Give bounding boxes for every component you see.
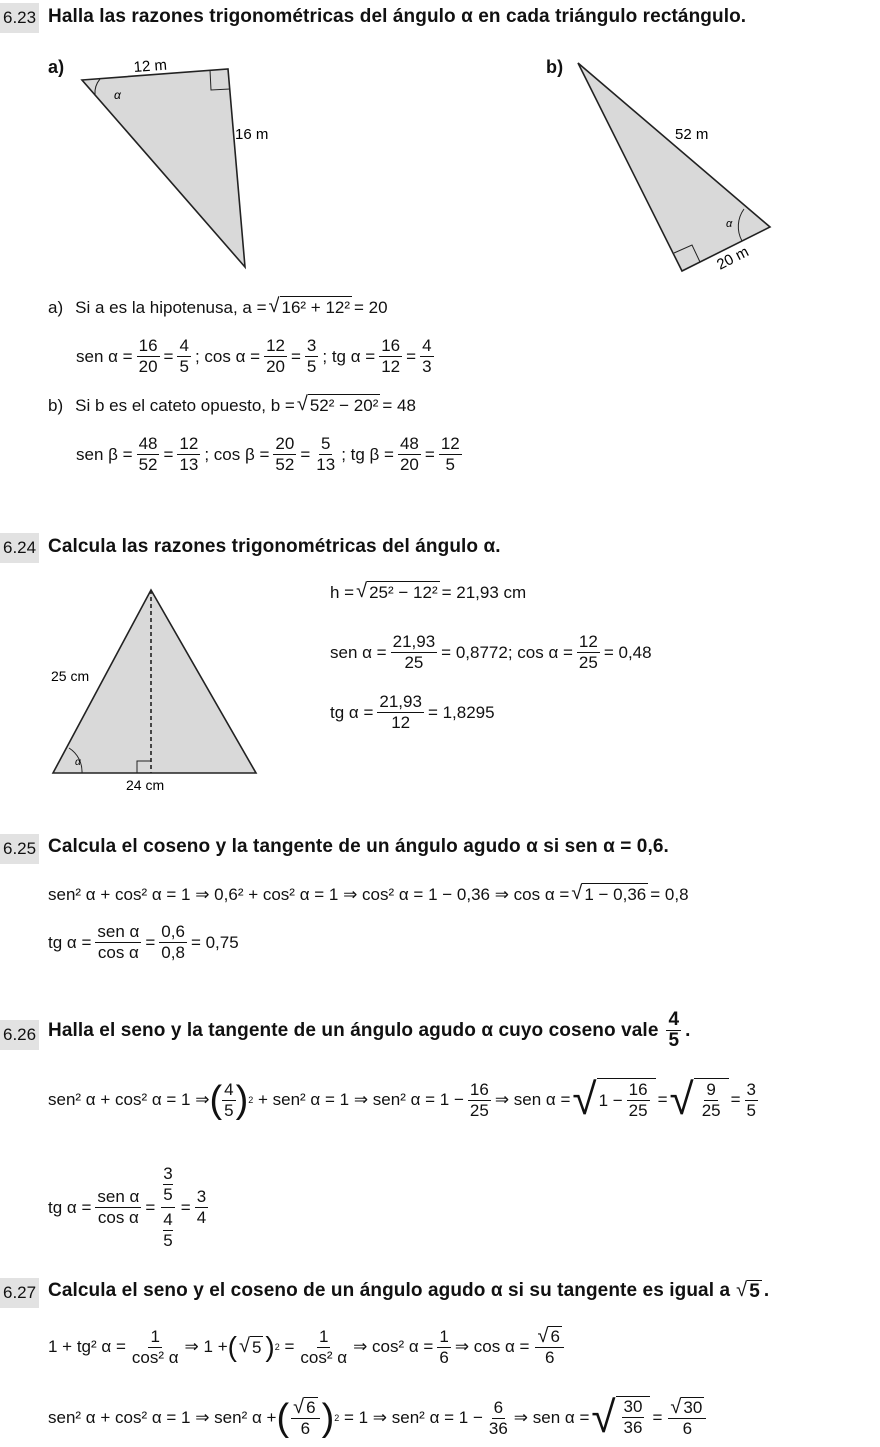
h-prefix: h =: [330, 582, 355, 602]
exercise-number-6-23: 6.23: [0, 3, 39, 33]
hyp-text: Si a es la hipotenusa, a =: [75, 297, 267, 317]
exercise-number-6-24: 6.24: [0, 533, 39, 563]
label-25cm: 25 cm: [51, 668, 90, 684]
exercise-title-6-27: Calcula el seno y el coseno de un ángulo agudo α si su tangente es igual a √ 5 .: [48, 1279, 770, 1302]
solution-6-23-b-leg: [48, 394, 416, 417]
exercise-title-6-26: Halla el seno y la tangente de un ángulo agudo α cuyo coseno vale $\frac{4}{5}$ .: [48, 1009, 691, 1051]
sqrt-icon: √ 1 − 0,36: [571, 882, 647, 904]
ratios-6-23-b: sen β = $\frac{48}{52}$ = $\frac{12}{13}$ ; cos β = $\frac{20}{52}$ = $\frac{5}{13}$ ; tg β = $\frac{48}{20}$ = $\frac{12}{5}$: [76, 434, 460, 474]
isosceles-triangle-figure: [40, 580, 280, 800]
sqrt-icon: √ $\frac{9}{25}$: [670, 1078, 729, 1122]
tg-6-24: tg α = $\frac{21,93}{12}$ = 1,8295: [330, 692, 495, 732]
label-16m: 16 m: [235, 126, 269, 143]
label-12m: 12 m: [133, 56, 168, 76]
ratios-6-23-a: sen α = $\frac{16}{20}$ = $\frac{4}{5}$ ; cos α = $\frac{12}{20}$ = $\frac{3}{5}$ ; tg α = $\frac{16}{12}$ = $\frac{4}{3}$: [76, 336, 432, 376]
label-alpha-b: α: [726, 218, 733, 230]
sqrt-icon: √ 5: [736, 1279, 760, 1302]
triangle-figure-a: [70, 55, 290, 275]
line2-6-25: tg α = $\frac{\text{sen α}}{\text{cos α}}$ = $\frac{0,6}{0,8}$ = 0,75: [48, 922, 239, 962]
tg-result: = 1,8295: [427, 702, 495, 722]
exercise-title-6-23: Halla las razones trigonométricas del ángulo α en cada triángulo rectángulo.: [48, 6, 747, 27]
sqrt-icon: √ 16² + 12²: [268, 295, 351, 317]
figure-label-a: a): [48, 57, 65, 77]
leg-text: Si b es el cateto opuesto, b =: [75, 395, 295, 415]
leg-result: = 48: [382, 395, 416, 415]
line1-6-25: sen² α + cos² α = 1 ⇒ 0,6² + cos² α = 1 ⇒ cos² α = 1 − 0,36 ⇒ cos α = √ 1 − 0,36 = 0,8: [48, 882, 689, 904]
triangle-figure-b: [570, 55, 790, 285]
line1-6-27: 1 + tg² α = $\frac{1}{\text{cos² α}}$ ⇒ 1 + ( √ 5 ) 2 = $\frac{1}{\text{cos² α}}$ ⇒ cos² α = $\frac{1}{6}$ ⇒ cos α = √ 6 6: [48, 1326, 570, 1368]
exercise-number-6-27: 6.27: [0, 1278, 39, 1308]
exercise-number-6-25: 6.25: [0, 834, 39, 864]
label-52m: 52 m: [675, 126, 709, 143]
line1-6-26: sen² α + cos² α = 1 ⇒ ( $\frac{4}{5}$ ) 2 + sen² α = 1 ⇒ sen² α = 1 − $\frac{16}{25}$ ⇒ sen α = √ 1 − $\frac{16}{25}$ = √ $\frac{9}{25}$ = $\frac{3}{5}$: [48, 1075, 757, 1124]
sqrt-icon: √ 52² − 20²: [296, 393, 379, 415]
label-20m: 20 m: [714, 243, 752, 274]
height-calc-6-24: [330, 581, 526, 604]
label-alpha-iso: α: [75, 757, 81, 768]
prefix-b: b): [48, 395, 64, 415]
line2-6-27: sen² α + cos² α = 1 ⇒ sen² α + ( √ 6 6 ) 2 = 1 ⇒ sen² α = 1 − $\frac{6}{36}$ ⇒ sen α = √ $\frac{30}{36}$ = √ 30 6: [48, 1396, 712, 1440]
sen-cos-6-24: sen α = $\frac{21,93}{25}$ = 0,8772; cos α = $\frac{12}{25}$ = 0,48: [330, 632, 652, 672]
exercise-title-6-24: Calcula las razones trigonométricas del ángulo α.: [48, 536, 501, 557]
label-24cm: 24 cm: [126, 777, 165, 793]
label-alpha-a: α: [114, 88, 121, 102]
exercise-number-6-26: 6.26: [0, 1020, 39, 1050]
sqrt-icon: √ 25² − 12²: [356, 580, 438, 602]
prefix-a: a): [48, 297, 64, 317]
solution-6-23-a-hyp: [48, 296, 388, 319]
exercise-title-6-25: Calcula el coseno y la tangente de un ángulo agudo α si sen α = 0,6.: [48, 836, 669, 857]
sqrt-icon: √ 1 − $\frac{16}{25}$: [572, 1078, 655, 1122]
hyp-result: = 20: [354, 297, 388, 317]
figure-label-b: b): [546, 57, 564, 77]
h-result: = 21,93 cm: [441, 582, 527, 602]
line2-6-26: tg α = $\frac{\text{sen α}}{\text{cos α}}$ = 3 5 4 5 = $\frac{3}{4}$: [48, 1164, 207, 1250]
